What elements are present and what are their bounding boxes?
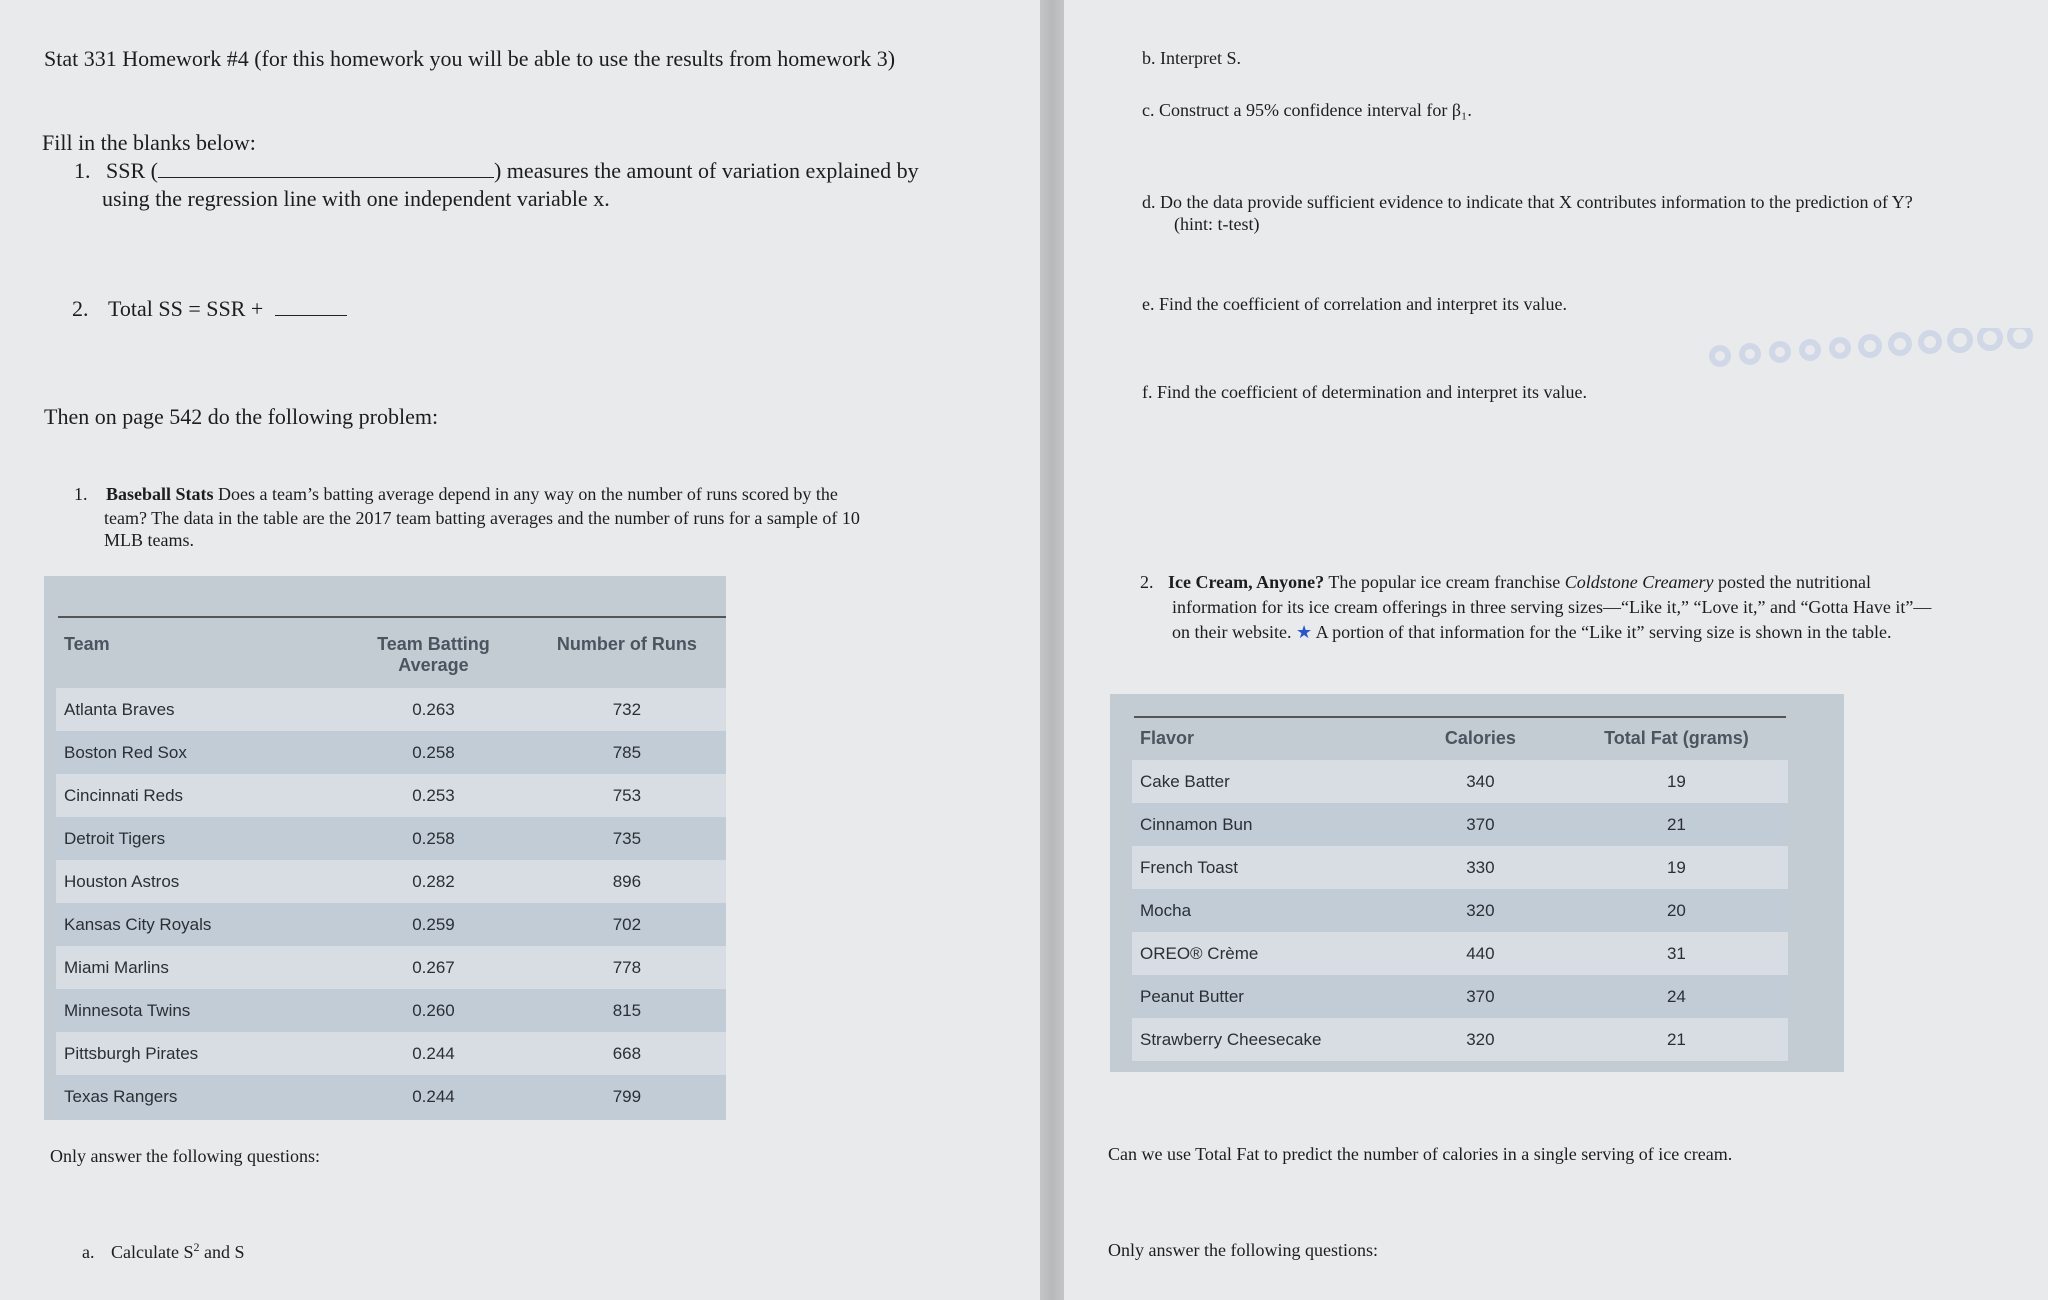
- table-cell: 732: [528, 688, 726, 731]
- table-cell: 370: [1396, 803, 1565, 846]
- question-c: c. Construct a 95% confidence interval for β₁.: [1142, 100, 1472, 120]
- table-row: [1132, 760, 1788, 803]
- table-row: [56, 989, 726, 1032]
- question-a-text: Calculate S: [111, 1242, 194, 1262]
- table-cell: Strawberry Cheesecake: [1132, 1018, 1396, 1061]
- table-cell: 320: [1396, 889, 1565, 932]
- table-cell: 815: [528, 989, 726, 1032]
- table-cell: 440: [1396, 932, 1565, 975]
- table-row: [1132, 889, 1788, 932]
- icecream-table-panel: [1110, 694, 1844, 1072]
- table-cell: Cake Batter: [1132, 760, 1396, 803]
- table-cell: 19: [1565, 760, 1788, 803]
- table-cell: 330: [1396, 846, 1565, 889]
- table-cell: 0.244: [339, 1075, 528, 1118]
- question-f: f. Find the coefficient of determination and interpret its value.: [1142, 382, 1588, 402]
- table-cell: 735: [528, 817, 726, 860]
- question-d-line-1: d. Do the data provide sufficient evidence to indicate that X contributes information to the prediction of Y?: [1142, 192, 1913, 212]
- table-row: [1132, 846, 1788, 889]
- baseball-table-panel: [44, 576, 726, 1120]
- table-cell: 896: [528, 860, 726, 903]
- table-cell: Miami Marlins: [56, 946, 339, 989]
- question-1-line-1: [74, 158, 919, 184]
- right-only-answer: Only answer the following questions:: [1108, 1240, 1378, 1260]
- problem-2-text-1a: The popular ice cream franchise: [1324, 572, 1565, 592]
- table-cell: 785: [528, 731, 726, 774]
- table-row: [56, 903, 726, 946]
- predict-question: Can we use Total Fat to predict the number of calories in a single serving of ice cream.: [1108, 1144, 1733, 1164]
- question-1-number: 1.: [74, 158, 91, 183]
- problem-2-title: Ice Cream, Anyone?: [1168, 572, 1325, 592]
- total-ss-blank[interactable]: [275, 297, 347, 316]
- fill-heading: Fill in the blanks below:: [42, 130, 256, 155]
- table-cell: 21: [1565, 1018, 1788, 1061]
- table-row: [56, 731, 726, 774]
- table-cell: 20: [1565, 889, 1788, 932]
- table-row: [56, 1075, 726, 1118]
- question-b: b. Interpret S.: [1142, 48, 1241, 68]
- problem-2-company: Coldstone Creamery: [1564, 572, 1714, 592]
- table-cell: 19: [1565, 846, 1788, 889]
- page-gutter: [1040, 0, 1064, 1300]
- table-cell: 0.263: [339, 688, 528, 731]
- col-team: Team: [64, 634, 110, 654]
- problem-1-line-3: MLB teams.: [104, 530, 194, 550]
- icecream-table: [1132, 718, 1788, 1061]
- question-a: [82, 1240, 244, 1263]
- table-cell: 702: [528, 903, 726, 946]
- table-cell: Cincinnati Reds: [56, 774, 339, 817]
- table-row: [56, 817, 726, 860]
- col-total-fat: Total Fat (grams): [1604, 728, 1749, 748]
- table-cell: 799: [528, 1075, 726, 1118]
- col-runs: Number of Runs: [556, 634, 697, 654]
- decorative-dots: [1700, 328, 2040, 368]
- question-d-line-2: (hint: t-test): [1174, 214, 1260, 234]
- table-cell: 0.259: [339, 903, 528, 946]
- table-cell: OREO® Crème: [1132, 932, 1396, 975]
- table-cell: Minnesota Twins: [56, 989, 339, 1032]
- table-cell: 0.267: [339, 946, 528, 989]
- table-cell: Houston Astros: [56, 860, 339, 903]
- question-1-line-2: using the regression line with one independent variable x.: [102, 186, 610, 211]
- question-1-part-b: ) measures the amount of variation explained by: [493, 158, 919, 183]
- question-e: e. Find the coefficient of correlation and interpret its value.: [1142, 294, 1568, 314]
- problem-1-title: Baseball Stats: [106, 484, 214, 504]
- question-a-letter: a.: [82, 1242, 95, 1262]
- table-cell: 0.258: [339, 817, 528, 860]
- table-cell: 0.253: [339, 774, 528, 817]
- table-row: [1132, 932, 1788, 975]
- table-row: [1132, 1018, 1788, 1061]
- table-cell: 0.260: [339, 989, 528, 1032]
- left-only-answer: Only answer the following questions:: [50, 1146, 320, 1166]
- problem-2-line-2: information for its ice cream offerings in three serving sizes—“Like it,” “Love it,” and “Gotta Have it”—: [1172, 597, 1932, 617]
- col-flavor: Flavor: [1140, 728, 1195, 748]
- table-cell: 0.258: [339, 731, 528, 774]
- table-row: [56, 1032, 726, 1075]
- table-cell: Detroit Tigers: [56, 817, 339, 860]
- table-row: [56, 774, 726, 817]
- question-2-text: Total SS = SSR +: [108, 296, 264, 321]
- col-batting-average: Team Batting Average: [377, 634, 490, 675]
- table-cell: 320: [1396, 1018, 1565, 1061]
- table-row: [1132, 975, 1788, 1018]
- problem-1-line-1: [74, 484, 838, 505]
- baseball-table: [56, 618, 726, 1118]
- table-cell: 0.244: [339, 1032, 528, 1075]
- table-row: [1132, 803, 1788, 846]
- table-cell: 24: [1565, 975, 1788, 1018]
- question-a-superscript: 2: [193, 1240, 200, 1254]
- problem-1-line-2: team? The data in the table are the 2017 team batting averages and the number of runs for a sample of 10: [104, 508, 860, 528]
- table-cell: Boston Red Sox: [56, 731, 339, 774]
- col-calories: Calories: [1444, 728, 1516, 748]
- question-1-part-a: SSR (: [106, 158, 158, 183]
- then-instruction: Then on page 542 do the following problem:: [44, 404, 439, 429]
- table-cell: Atlanta Braves: [56, 688, 339, 731]
- table-cell: 21: [1565, 803, 1788, 846]
- table-cell: Pittsburgh Pirates: [56, 1032, 339, 1075]
- problem-1-number: 1.: [74, 484, 88, 504]
- problem-2-text-3a: on their website.: [1172, 622, 1292, 642]
- table-cell: Texas Rangers: [56, 1075, 339, 1118]
- problem-2-text-1b: posted the nutritional: [1713, 572, 1872, 592]
- question-2-number: 2.: [72, 296, 89, 321]
- table-cell: 370: [1396, 975, 1565, 1018]
- homework-title: Stat 331 Homework #4 (for this homework you will be able to use the results from homework 3): [44, 46, 896, 71]
- table-cell: Cinnamon Bun: [1132, 803, 1396, 846]
- problem-2-text-3b: A portion of that information for the “Like it” serving size is shown in the table.: [1312, 622, 1892, 642]
- table-row: [56, 946, 726, 989]
- problem-1-text-1: Does a team’s batting average depend in any way on the number of runs scored by the: [213, 484, 838, 504]
- table-cell: Peanut Butter: [1132, 975, 1396, 1018]
- star-icon: ★: [1291, 622, 1313, 642]
- table-row: [56, 860, 726, 903]
- problem-2-line-1: [1140, 572, 1871, 593]
- table-cell: 340: [1396, 760, 1565, 803]
- question-2: [72, 296, 347, 322]
- ssr-blank[interactable]: [158, 159, 494, 178]
- table-cell: 31: [1565, 932, 1788, 975]
- table-cell: 668: [528, 1032, 726, 1075]
- table-cell: 778: [528, 946, 726, 989]
- table-cell: 0.282: [339, 860, 528, 903]
- problem-2-line-3: [1172, 622, 1892, 643]
- table-cell: Kansas City Royals: [56, 903, 339, 946]
- table-cell: French Toast: [1132, 846, 1396, 889]
- table-cell: 753: [528, 774, 726, 817]
- table-cell: Mocha: [1132, 889, 1396, 932]
- question-a-end: and S: [199, 1242, 245, 1262]
- problem-2-number: 2.: [1140, 572, 1154, 592]
- table-row: [56, 688, 726, 731]
